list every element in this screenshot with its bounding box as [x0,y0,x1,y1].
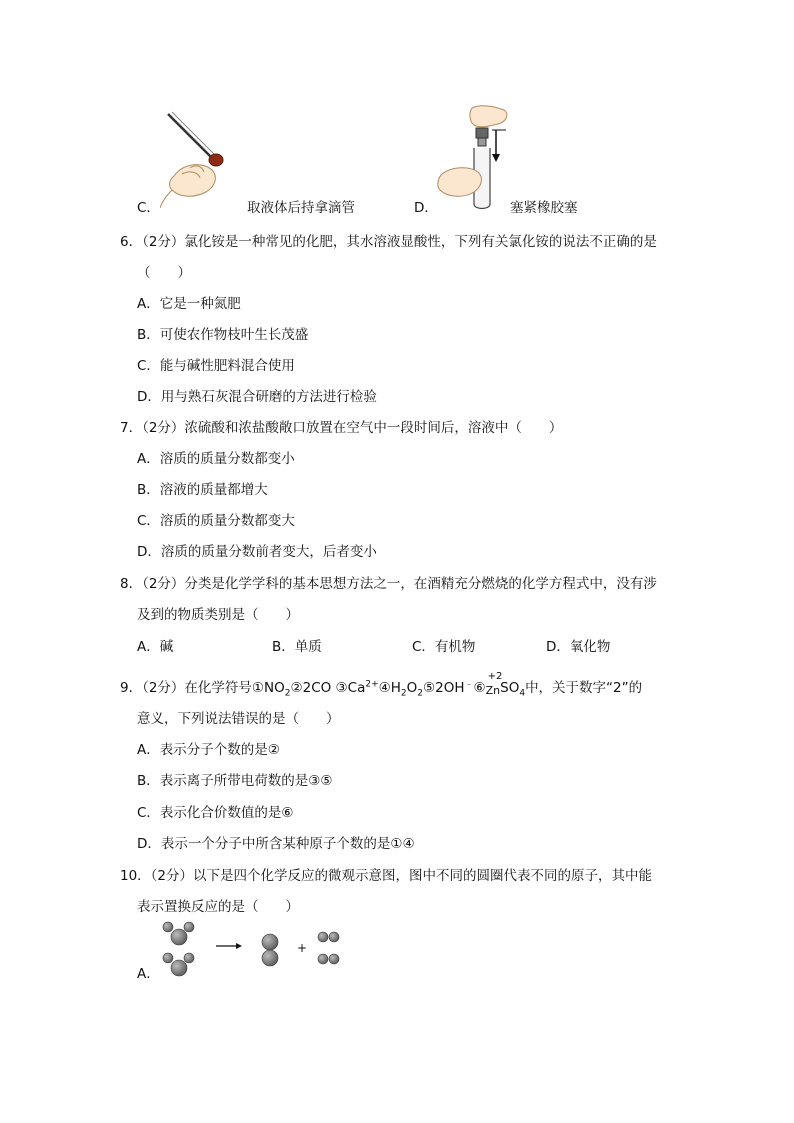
q9-suffix: 中，关于数字“2”的 [525,680,643,696]
q10-stem-line2: 表示置换反应的是（ ） [137,899,299,915]
q6-option-d: D．用与熟石灰混合研磨的方法进行检验 [137,389,377,405]
q9-so4: SO [500,680,520,696]
q8-option-c: C．有机物 [412,639,476,655]
q8-option-b: B．单质 [272,639,322,655]
atom-small [184,953,194,963]
atom-large [171,929,187,945]
q9-option-d: D．表示一个分子中所含某种原子个数的是①④ [137,836,415,852]
q8-stem-line1: 8．（2分）分类是化学学科的基本思想方法之一，在酒精充分燃烧的化学方程式中，没有涉 [120,576,657,592]
q10-stem-line1: 10．（2分）以下是四个化学反应的微观示意图，图中不同的圆圈代表不同的原子，其中能 [120,868,653,884]
q9-part4: O [406,680,418,696]
atom-small [163,922,173,932]
atom-small [329,932,339,942]
atom-small [163,953,173,963]
q6-option-c: C．能与碱性肥料混合使用 [137,358,295,374]
q9-valence: +2 [487,671,503,682]
q9-zn: Zn [485,684,501,697]
q8-stem-line2: 及到的物质类别是（ ） [137,607,299,623]
q9-stem-line1 [120,671,643,699]
q8-option-a: A．碱 [137,639,174,655]
q10-option-a-label: A． [137,966,160,982]
q5-option-d-label: D． [414,200,438,216]
q6-option-b: B．可使农作物枝叶生长茂盛 [137,327,309,343]
atom-small [184,922,194,932]
q9-part2: ②2CO ③Ca [290,680,366,696]
atom-small [318,932,328,942]
q9-prefix: 9．（2分）在化学符号①NO [120,680,285,696]
q9-part3: ④H [378,680,401,696]
atom-large [171,960,187,976]
q7-option-b: B．溶液的质量都增大 [137,482,268,498]
q7-stem: 7．（2分）浓硫酸和浓盐酸敞口放置在空气中一段时间后，溶液中（ ） [120,420,563,436]
q6-blank: （ ） [137,265,191,281]
q9-part5: ⑤2OH [423,680,465,696]
q9-sub-so4: 4 [519,688,526,699]
q9-sub-no2: 2 [284,688,291,699]
q6-stem: 6．（2分）氯化铵是一种常见的化肥，其水溶液显酸性，下列有关氯化铵的说法不正确的是 [120,234,657,250]
q9-option-b: B．表示离子所带电荷数的是③⑤ [137,773,333,789]
reaction-diagram-a [160,918,350,978]
q9-sup-ca: 2+ [365,679,379,690]
q9-zn-with-valence [485,671,503,697]
q9-option-c: C．表示化合价数值的是⑥ [137,805,294,821]
q7-option-c: C．溶质的质量分数都变大 [137,513,295,529]
atom-small [329,954,339,964]
test-tube-stopper-illustration [436,104,520,212]
q9-stem-line2: 意义，下列说法错误的是（ ） [137,711,340,727]
q7-option-a: A．溶质的质量分数都变小 [137,451,295,467]
q5-option-c-caption: 取液体后持拿滴管 [247,200,355,216]
q7-option-d: D．溶质的质量分数前者变大，后者变小 [137,544,377,560]
q9-sup-oh: ﹣ [464,679,474,690]
q9-option-a: A．表示分子个数的是② [137,742,280,758]
atom-large [262,950,278,966]
q8-option-d: D．氧化物 [546,639,611,655]
dropper-illustration [160,110,250,208]
q5-option-c-label: C． [137,200,160,216]
q10-plus-sign: + [297,941,308,955]
atom-large [262,934,278,950]
q9-part6: ⑥ [473,680,486,696]
q9-sub-h2: 2 [400,688,407,699]
atom-small [318,954,328,964]
q9-sub-o2: 2 [417,688,423,699]
q5-option-d-caption: 塞紧橡胶塞 [510,200,578,216]
q6-option-a: A．它是一种氮肥 [137,296,241,312]
